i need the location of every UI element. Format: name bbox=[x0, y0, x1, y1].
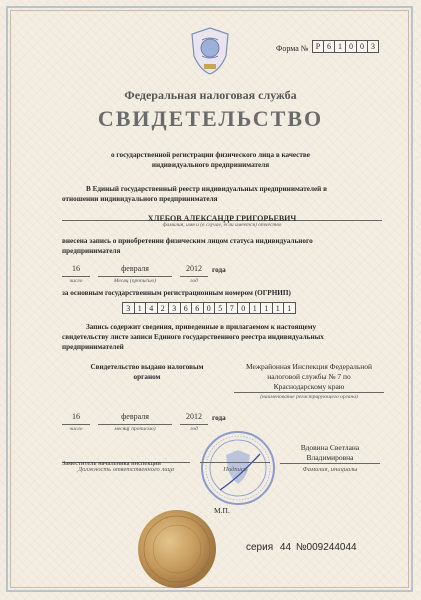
signer-name-line: Владимировна bbox=[280, 453, 380, 464]
ogrnip-digit: 7 bbox=[226, 302, 239, 314]
date-day: 16 bbox=[62, 412, 90, 425]
ogrnip-label: за основным государственным регистрационным номером (ОГРНИП) bbox=[62, 289, 291, 297]
caption-position: Должность ответственного лица bbox=[77, 466, 175, 473]
issuer-line: налоговой службы № 7 по bbox=[267, 372, 351, 381]
person-name: ХЛЕБОВ АЛЕКСАНДР ГРИГОРЬЕВИЧ bbox=[147, 214, 297, 223]
caption-month: месяц( прописью) bbox=[114, 426, 156, 432]
signer-name bbox=[280, 443, 380, 464]
date-word: года bbox=[212, 414, 226, 422]
issuer-line: Межрайонная Инспекция Федеральной bbox=[245, 362, 373, 371]
ogrnip-digit: 3 bbox=[168, 302, 181, 314]
issuer-name bbox=[234, 362, 384, 393]
record-line: Запись содержит сведения, приведенные в прилагаемом к настоящему bbox=[86, 323, 317, 331]
caption-signature: Подпись bbox=[223, 466, 247, 473]
ogrnip-digit: 1 bbox=[272, 302, 285, 314]
date-month: февраля bbox=[98, 264, 172, 277]
ogrnip-digit: 4 bbox=[145, 302, 158, 314]
record-line: свидетельству листе записи Единого государственного реестра индивидуальных bbox=[62, 333, 324, 341]
series-number bbox=[246, 542, 357, 553]
date-day: 16 bbox=[62, 264, 90, 277]
registration-date bbox=[62, 264, 262, 278]
date-year: 2012 bbox=[180, 264, 208, 277]
form-code-char: 0 bbox=[356, 40, 368, 53]
signer-position-field bbox=[62, 452, 190, 467]
issue-date bbox=[62, 412, 262, 426]
form-code-char: 0 bbox=[345, 40, 357, 53]
entry-text bbox=[62, 236, 382, 256]
ogrnip-digit: 0 bbox=[237, 302, 250, 314]
record-line: предпринимателей bbox=[62, 343, 124, 351]
issuer-line: Краснодарскому краю bbox=[234, 382, 384, 393]
record-text bbox=[62, 322, 382, 352]
subtitle bbox=[0, 150, 421, 170]
series-code: 44 bbox=[279, 542, 292, 553]
ogrnip-digit: 3 bbox=[122, 302, 135, 314]
caption-day: число bbox=[69, 426, 83, 432]
caption-month: Месяц (прописью) bbox=[113, 278, 157, 284]
entry-line: предпринимателя bbox=[62, 247, 121, 255]
registry-line: В Единый государственный реестр индивидуальных предпринимателей в bbox=[86, 185, 327, 193]
form-code bbox=[312, 40, 378, 53]
caption-year: год bbox=[190, 278, 198, 284]
signature-field bbox=[200, 452, 270, 463]
ogrnip-digit: 1 bbox=[134, 302, 147, 314]
caption-day: число bbox=[69, 278, 83, 284]
date-month: февраля bbox=[98, 412, 172, 425]
ogrnip-digit: 1 bbox=[283, 302, 296, 314]
form-code-char: Р bbox=[312, 40, 324, 53]
form-code-char: 6 bbox=[323, 40, 335, 53]
issued-label-line: органом bbox=[133, 373, 161, 381]
registry-text bbox=[62, 184, 382, 204]
form-code-char: 1 bbox=[334, 40, 346, 53]
ogrnip-number bbox=[122, 302, 295, 314]
stamp-place-label: М.П. bbox=[214, 506, 230, 515]
ogrnip-digit: 5 bbox=[214, 302, 227, 314]
person-name-field bbox=[62, 208, 382, 221]
signer-title: Заместитель начальника инспекции bbox=[62, 460, 161, 467]
caption-year: год bbox=[190, 426, 198, 432]
subtitle-line: индивидуального предпринимателя bbox=[151, 161, 270, 169]
subtitle-line: о государственной регистрации физического лица в качестве bbox=[111, 151, 310, 159]
ogrnip-digit: 6 bbox=[191, 302, 204, 314]
series-label: серия bbox=[246, 542, 274, 553]
issuer-caption: (наименование регистрирующего органа) bbox=[260, 394, 358, 400]
ogrnip-digit: 6 bbox=[180, 302, 193, 314]
form-code-char: 3 bbox=[367, 40, 379, 53]
ogrnip-digit: 1 bbox=[260, 302, 273, 314]
person-name-caption: фамилия, имя и (в случае, если имеется) отчество bbox=[162, 222, 282, 228]
document-title: СВИДЕТЕЛЬСТВО bbox=[97, 106, 324, 131]
signer-name-line: Вдовина Светлана bbox=[300, 443, 360, 452]
entry-line: внесена запись о приобретении физическим лицом статуса индивидуального bbox=[62, 237, 313, 245]
issued-label-line: Свидетельство выдано налоговым bbox=[90, 363, 204, 371]
serial-number: №009244044 bbox=[295, 542, 357, 553]
registry-line: отношении индивидуального предпринимателя bbox=[62, 195, 218, 203]
date-word: года bbox=[212, 266, 226, 274]
ogrnip-digit: 2 bbox=[157, 302, 170, 314]
caption-name: Фамилия, инициалы bbox=[302, 466, 358, 473]
issued-label bbox=[62, 362, 232, 382]
ogrnip-digit: 1 bbox=[249, 302, 262, 314]
form-label: Форма № bbox=[276, 44, 309, 53]
hologram-seal bbox=[136, 508, 218, 590]
ogrnip-digit: 0 bbox=[203, 302, 216, 314]
coat-of-arms-icon bbox=[188, 26, 232, 76]
date-year: 2012 bbox=[180, 412, 208, 425]
agency-name: Федеральная налоговая служба bbox=[124, 88, 297, 102]
